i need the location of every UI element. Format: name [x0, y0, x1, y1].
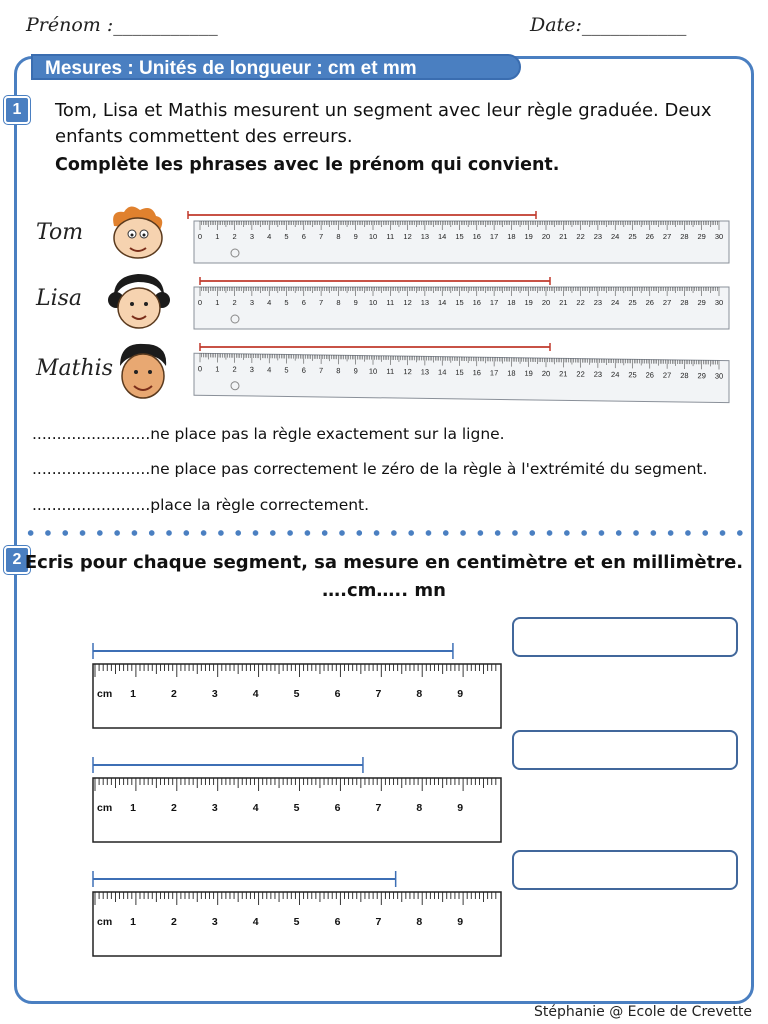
exercise-1-number: 1: [4, 96, 30, 124]
ruler-number: 18: [507, 298, 516, 307]
ruler-number: 4: [267, 232, 272, 241]
exercise-2-instruction: Ecris pour chaque segment, sa mesure en centimètre et en millimètre.: [24, 552, 744, 573]
ruler-number: 27: [662, 370, 672, 380]
ruler-number: 30: [714, 298, 724, 307]
ruler-number: 20: [541, 298, 551, 307]
ruler-number: 3: [211, 688, 218, 700]
ruler-number: 25: [628, 232, 637, 241]
ruler-number: 11: [386, 232, 395, 241]
ruler-number: 14: [438, 367, 447, 377]
ruler-number: 6: [334, 688, 341, 700]
ruler-number: 3: [249, 364, 254, 375]
child-name-mathis: Mathis: [36, 356, 113, 381]
ruler-number: 6: [301, 232, 306, 241]
ruler-number: 27: [662, 298, 672, 307]
ruler: [194, 287, 729, 329]
ruler-number: 9: [457, 688, 464, 700]
ruler-number: 2: [232, 298, 237, 307]
ruler-number: 4: [252, 802, 259, 814]
sentence-2: ........................ne place pas correctement le zéro de la règle à l'extrémité du segment.: [32, 460, 708, 478]
ruler: [194, 353, 729, 402]
ruler-number: 21: [559, 298, 568, 307]
ruler-number: 13: [420, 232, 430, 241]
ruler-number: 17: [489, 232, 499, 241]
ruler-number: 13: [420, 298, 430, 307]
answer-box-3[interactable]: [512, 850, 738, 890]
ruler-number: 7: [375, 916, 382, 928]
child-face-lisa: [108, 270, 170, 334]
ruler-number: 2: [232, 364, 237, 374]
ruler-number: 25: [628, 298, 637, 307]
ruler-number: 16: [472, 368, 481, 378]
ruler-unit: cm: [97, 688, 113, 700]
exercise-1-rulers: [180, 205, 740, 410]
ruler-number: 5: [284, 232, 289, 241]
ruler-number: 6: [301, 298, 306, 307]
ruler-number: 22: [576, 298, 585, 307]
ruler-number: 3: [249, 232, 254, 241]
ruler-number: 24: [611, 298, 620, 307]
ruler-number: 22: [576, 232, 585, 241]
ruler-number: 27: [662, 232, 672, 241]
exercise-2-rulers: [85, 630, 510, 960]
sentence-1: ........................ne place pas la règle exactement sur la ligne.: [32, 425, 505, 443]
ruler-number: 7: [319, 365, 324, 375]
ruler: [194, 221, 729, 263]
ruler-number: 1: [215, 232, 220, 241]
ruler-number: 2: [170, 802, 177, 814]
ruler-number: 10: [368, 232, 378, 241]
ruler-number: 30: [714, 232, 724, 241]
ruler-number: 22: [576, 369, 585, 379]
ruler-number: 13: [420, 367, 430, 377]
ruler-number: 30: [714, 371, 724, 381]
date-label: Date:___________: [530, 14, 687, 36]
ruler-number: 7: [375, 802, 382, 814]
ruler-number: 3: [211, 802, 218, 814]
ruler-number: 1: [130, 802, 136, 814]
ruler-number: 24: [611, 370, 620, 380]
ruler-number: 5: [284, 298, 289, 307]
ruler-number: 25: [628, 370, 637, 380]
exercise-2-number: 2: [4, 546, 30, 574]
ruler-body: [194, 221, 729, 263]
ruler-number: 3: [211, 916, 218, 928]
ruler-number: 17: [489, 368, 499, 378]
ruler-number: 6: [334, 916, 341, 928]
ruler-number: 5: [284, 365, 289, 375]
ruler-number: 14: [438, 298, 447, 307]
exercise-1-instruction: Complète les phrases avec le prénom qui convient.: [55, 155, 560, 175]
ruler-number: 9: [353, 298, 358, 307]
ruler-number: 8: [336, 298, 341, 307]
ruler-number: 9: [457, 802, 464, 814]
ruler-number: 20: [541, 232, 551, 241]
ruler-number: 4: [252, 688, 259, 700]
answer-box-2[interactable]: [512, 730, 738, 770]
ruler-number: 29: [697, 298, 706, 307]
ruler-number: 1: [130, 688, 136, 700]
ruler-number: 8: [336, 366, 341, 376]
ruler-number: 28: [680, 232, 689, 241]
ruler-number: 24: [611, 232, 620, 241]
exercise-1-intro: Tom, Lisa et Mathis mesurent un segment avec leur règle graduée. Deux enfants commettent des erreurs.: [55, 100, 712, 147]
ruler-number: 18: [507, 368, 516, 378]
ruler-number: 2: [170, 688, 177, 700]
ruler-number: 5: [293, 916, 300, 928]
ruler-number: 29: [697, 371, 706, 381]
ruler-number: 8: [416, 688, 423, 700]
child-face-mathis: [114, 340, 172, 404]
ruler-number: 15: [455, 298, 464, 307]
ruler-number: 11: [386, 366, 395, 376]
ruler-number: 1: [215, 364, 220, 374]
ruler-number: 20: [541, 369, 551, 379]
ruler-number: 12: [403, 298, 412, 307]
ruler-number: 26: [645, 232, 654, 241]
ruler-number: 23: [593, 298, 603, 307]
footer-credit: Stéphanie @ Ecole de Crevette: [534, 1004, 752, 1020]
ruler-body: [194, 287, 729, 329]
ruler-number: 0: [197, 232, 203, 241]
ruler-number: 8: [336, 232, 341, 241]
ruler-number: 6: [334, 802, 341, 814]
ruler-number: 21: [559, 369, 568, 379]
ruler-number: 10: [368, 298, 378, 307]
ruler-number: 4: [267, 365, 272, 375]
ruler-number: 8: [416, 916, 423, 928]
worksheet-title: Mesures : Unités de longueur : cm et mm: [31, 54, 521, 80]
ruler-number: 26: [645, 298, 654, 307]
dotted-divider: [22, 530, 752, 536]
ruler-number: 0: [197, 364, 203, 374]
ruler-number: 23: [593, 232, 603, 241]
child-name-lisa: Lisa: [36, 286, 83, 311]
answer-box-1[interactable]: [512, 617, 738, 657]
ruler-number: 5: [293, 802, 300, 814]
ruler-number: 19: [524, 232, 533, 241]
ruler-number: 4: [267, 298, 272, 307]
ruler-number: 6: [301, 365, 306, 375]
ruler-number: 19: [524, 368, 533, 378]
ruler-number: 10: [368, 366, 378, 376]
ruler-number: 12: [403, 232, 412, 241]
ruler-number: 15: [455, 367, 464, 377]
ruler-number: 1: [130, 916, 136, 928]
ruler-number: 14: [438, 232, 447, 241]
child-face-tom: [104, 204, 170, 262]
ruler-number: 19: [524, 298, 533, 307]
ruler-number: 12: [403, 367, 412, 377]
ruler-number: 7: [319, 232, 324, 241]
ruler-number: 8: [416, 802, 423, 814]
ruler-number: 21: [559, 232, 568, 241]
ruler-number: 29: [697, 232, 706, 241]
ruler-number: 23: [593, 369, 603, 379]
ruler-number: 7: [375, 688, 382, 700]
ruler-number: 28: [680, 298, 689, 307]
ruler-number: 2: [232, 232, 237, 241]
prenom-label: Prénom :___________: [26, 14, 218, 36]
ruler-number: 7: [319, 298, 324, 307]
ruler-number: 16: [472, 232, 481, 241]
ruler-unit: cm: [97, 916, 113, 928]
ruler-number: 17: [489, 298, 499, 307]
ruler-number: 0: [197, 298, 203, 307]
ruler-number: 2: [170, 916, 177, 928]
exercise-2-format-hint: ….cm….. mn: [322, 580, 446, 601]
ruler-number: 9: [353, 366, 358, 376]
ruler-number: 1: [215, 298, 220, 307]
ruler-number: 15: [455, 232, 464, 241]
ruler-number: 26: [645, 370, 654, 380]
ruler-number: 16: [472, 298, 481, 307]
ruler-number: 11: [386, 298, 395, 307]
ruler-number: 3: [249, 298, 254, 307]
child-name-tom: Tom: [36, 220, 84, 245]
ruler-number: 18: [507, 232, 516, 241]
ruler-unit: cm: [97, 802, 113, 814]
ruler-number: 4: [252, 916, 259, 928]
sentence-3: ........................place la règle correctement.: [32, 496, 370, 514]
ruler-number: 28: [680, 370, 689, 381]
ruler-number: 9: [457, 916, 464, 928]
ruler-number: 5: [293, 688, 300, 700]
ruler-number: 9: [353, 232, 358, 241]
